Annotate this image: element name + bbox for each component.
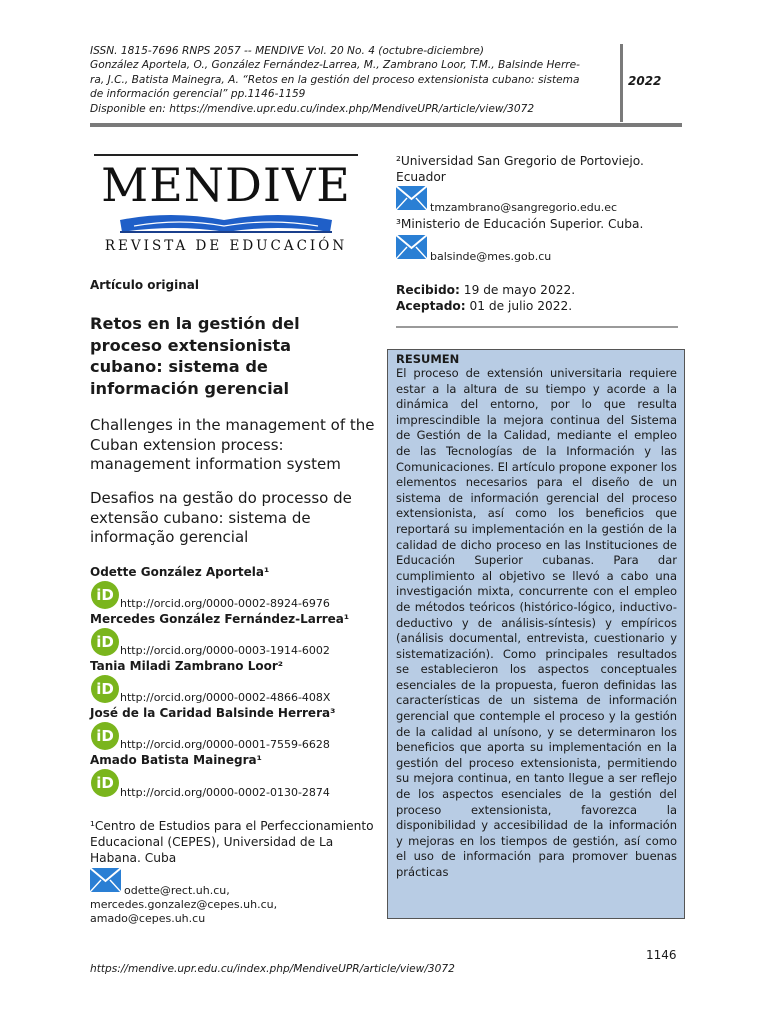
orcid-icon[interactable]: iD bbox=[91, 722, 119, 750]
article-title-portuguese: Desafios na gestão do processo de extensão cubano: sistema de informação gerencial bbox=[90, 489, 352, 546]
article-title-english: Challenges in the management of the Cuban extension process: management information system bbox=[90, 416, 375, 473]
open-book-icon bbox=[120, 210, 332, 234]
mail-icon bbox=[396, 186, 427, 210]
email-link[interactable]: mercedes.gonzalez@cepes.uh.cu, bbox=[90, 898, 278, 911]
author-orcid-link[interactable]: http://orcid.org/0000-0002-8924-6976 bbox=[120, 597, 330, 610]
logo-top-rule bbox=[94, 154, 358, 156]
author-name: Mercedes González Fernández-Larrea¹ bbox=[90, 612, 350, 626]
author-orcid-link[interactable]: http://orcid.org/0000-0001-7559-6628 bbox=[120, 738, 330, 751]
accepted-date bbox=[396, 298, 575, 314]
logo-title: MENDIVE bbox=[101, 158, 351, 212]
author-name: José de la Caridad Balsinde Herrera³ bbox=[90, 706, 336, 720]
orcid-icon[interactable]: iD bbox=[91, 675, 119, 703]
accepted-value: 01 de julio 2022. bbox=[465, 299, 573, 313]
mail-icon bbox=[396, 235, 427, 259]
author-orcid-link[interactable]: http://orcid.org/0000-0002-0130-2874 bbox=[120, 786, 330, 799]
affiliation-3: ³Ministerio de Educación Superior. Cuba. bbox=[396, 217, 644, 231]
affiliation-1-emails bbox=[90, 884, 380, 926]
author-name: Tania Miladi Zambrano Loor² bbox=[90, 659, 283, 673]
footer-url[interactable]: https://mendive.upr.edu.cu/index.php/MendiveUPR/article/view/3072 bbox=[90, 963, 455, 975]
email-link[interactable]: tmzambrano@sangregorio.edu.ec bbox=[430, 201, 618, 214]
abstract-box bbox=[387, 349, 685, 919]
author-name: Odette González Aportela¹ bbox=[90, 565, 270, 579]
author-name: Amado Batista Mainegra¹ bbox=[90, 753, 262, 767]
orcid-icon[interactable]: iD bbox=[91, 581, 119, 609]
affiliation-2-line-1: ²Universidad San Gregorio de Portoviejo. bbox=[396, 154, 644, 168]
page-number: 1146 bbox=[646, 948, 677, 962]
received-label: Recibido: bbox=[396, 283, 460, 297]
author-orcid-link[interactable]: http://orcid.org/0000-0002-4866-408X bbox=[120, 691, 331, 704]
received-date bbox=[396, 282, 575, 298]
article-type: Artículo original bbox=[90, 278, 199, 292]
header-line-issn: ISSN. 1815-7696 RNPS 2057 -- MENDIVE Vol. 20 No. 4 (octubre-diciembre) bbox=[90, 45, 485, 57]
accepted-label: Aceptado: bbox=[396, 299, 466, 313]
received-value: 19 de mayo 2022. bbox=[459, 283, 576, 297]
abstract-text: El proceso de extensión universitaria requiere estar a la altura de su tiempo y acorde a la dinámica del entorno, por lo que resulta imprescindible la mejora continua del Sistema de Gestión de la Calidad, mediante el empleo de las Tecnologías de la Información y las Comunicaciones. El artículo propone exponer los elementos necesarios para el diseño de un sistema de información gerencial del proceso extensionista, así como los beneficios que reportará su implementación en la gestión de la calidad de dicho proceso en las Instituciones de Educación Superior cubanas. Para dar cumplimiento al objetivo se llevó a cabo una investigación mixta, concurrente con el empleo de métodos teóricos (histórico-lógico, inductivo-deductivo y de análisis-síntesis) y empíricos (análisis documental, entrevista, cuestionario y sistematización). Como principales resultados se establecieron los aspectos conceptuales esenciales de la propuesta, fueron definidas las características de un sistema de información gerencial que contemple el proceso y la gestión de la calidad al unísono, y se determinaron los beneficios que aporta su implementación en la gestión del proceso extensionista, permitiendo su mejora continua, en tanto llegue a ser reflejo de los aspectos esenciales de la gestión del proceso extensionista, favorezca la disponibilidad y accesibilidad de la información y mejoras en los tiempos de gestión, así como el uso de información para promover buenas prácticas bbox=[396, 366, 677, 879]
email-link[interactable]: balsinde@mes.gob.cu bbox=[430, 250, 552, 263]
logo-subtitle: REVISTA DE EDUCACIÓN bbox=[104, 238, 348, 254]
author-orcid-link[interactable]: http://orcid.org/0000-0003-1914-6002 bbox=[120, 644, 330, 657]
abstract-heading: RESUMEN bbox=[396, 352, 460, 366]
orcid-icon[interactable]: iD bbox=[91, 628, 119, 656]
article-dates bbox=[396, 282, 575, 314]
article-title-spanish: Retos en la gestión del proceso extensionista cubano: sistema de información gerencial bbox=[90, 314, 300, 398]
affiliation-2 bbox=[396, 153, 686, 185]
header-year: 2022 bbox=[628, 74, 662, 88]
dates-divider bbox=[396, 326, 678, 328]
affiliation-2-line-2: Ecuador bbox=[396, 170, 446, 184]
header-line-available[interactable]: Disponible en: https://mendive.upr.edu.cu/index.php/MendiveUPR/article/view/3072 bbox=[90, 102, 535, 115]
header-divider bbox=[90, 123, 682, 127]
header-line-citation-1: González Aportela, O., González Fernández-Larrea, M., Zambrano Loor, T.M., Balsinde Herre- bbox=[90, 59, 580, 72]
header-line-citation-3: de información gerencial” pp.1146-1159 bbox=[90, 88, 306, 101]
header-line-citation-2: ra, J.C., Batista Mainegra, A. “Retos en la gestión del proceso extensionista cubano: sistema bbox=[90, 73, 580, 86]
email-link[interactable]: odette@rect.uh.cu, bbox=[124, 884, 230, 897]
affiliation-1: ¹Centro de Estudios para el Perfeccionamiento Educacional (CEPES), Universidad de La Habana. Cuba bbox=[90, 819, 374, 865]
header-vertical-divider bbox=[620, 44, 623, 122]
journal-header bbox=[90, 44, 618, 116]
email-link[interactable]: amado@cepes.uh.cu bbox=[90, 912, 206, 925]
journal-logo bbox=[90, 152, 362, 262]
orcid-icon[interactable]: iD bbox=[91, 769, 119, 797]
